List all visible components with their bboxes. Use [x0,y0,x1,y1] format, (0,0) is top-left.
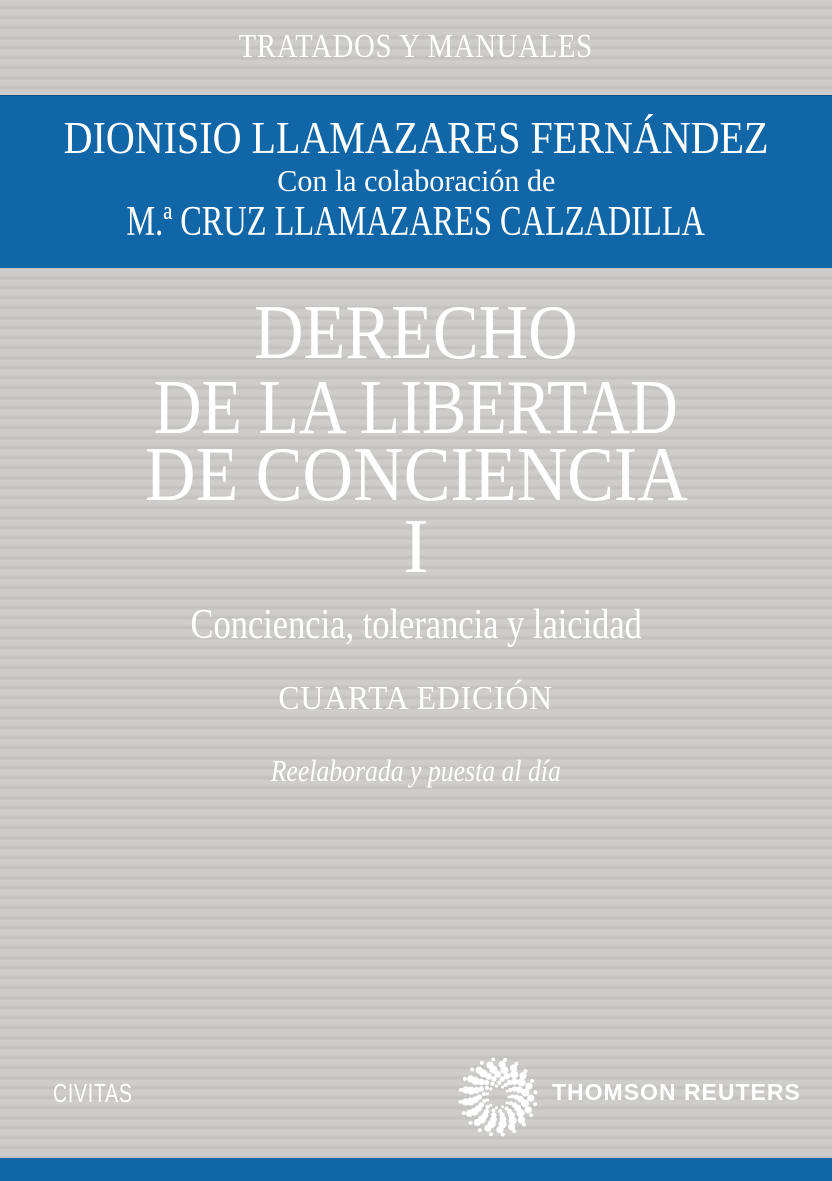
edition-note [0,755,832,786]
volume-number [0,503,832,589]
book-subtitle-text: Conciencia, tolerancia y laicidad [190,602,642,648]
edition-label [0,682,832,716]
collaborator-text: M.ª CRUZ LLAMAZARES CALZADILLA [126,199,706,245]
book-title-line-1-text: DERECHO [254,289,578,375]
edition-note-text: Reelaborada y puesta al día [270,753,562,788]
book-title-line-1 [0,289,832,375]
publisher-wordmark [53,1080,159,1106]
main-author-name [0,112,832,163]
bottom-accent-band [0,1158,832,1181]
main-author-text: DIONISIO LLAMAZARES FERNÁNDEZ [63,112,769,163]
collaborator-name [0,201,832,243]
series-label-text: TRATADOS Y MANUALES [238,28,594,65]
collaboration-intro-text: Con la colaboración de [276,163,556,198]
edition-label-text: CUARTA EDICIÓN [278,680,554,717]
volume-number-text: I [403,503,429,589]
book-title-line-3-text: DE CONCIENCIA [144,431,688,517]
collaboration-intro [0,165,832,196]
brand-wordmark-text: THOMSON REUTERS [552,1079,801,1105]
book-subtitle [0,604,832,646]
thomson-reuters-orb-icon [456,1055,540,1139]
book-title-line-2-text: DE LA LIBERTAD [153,364,679,450]
publisher-wordmark-text: CIVITAS [53,1078,133,1108]
book-title-line-3 [0,431,832,517]
brand-wordmark [552,1081,801,1104]
series-label [0,30,832,64]
